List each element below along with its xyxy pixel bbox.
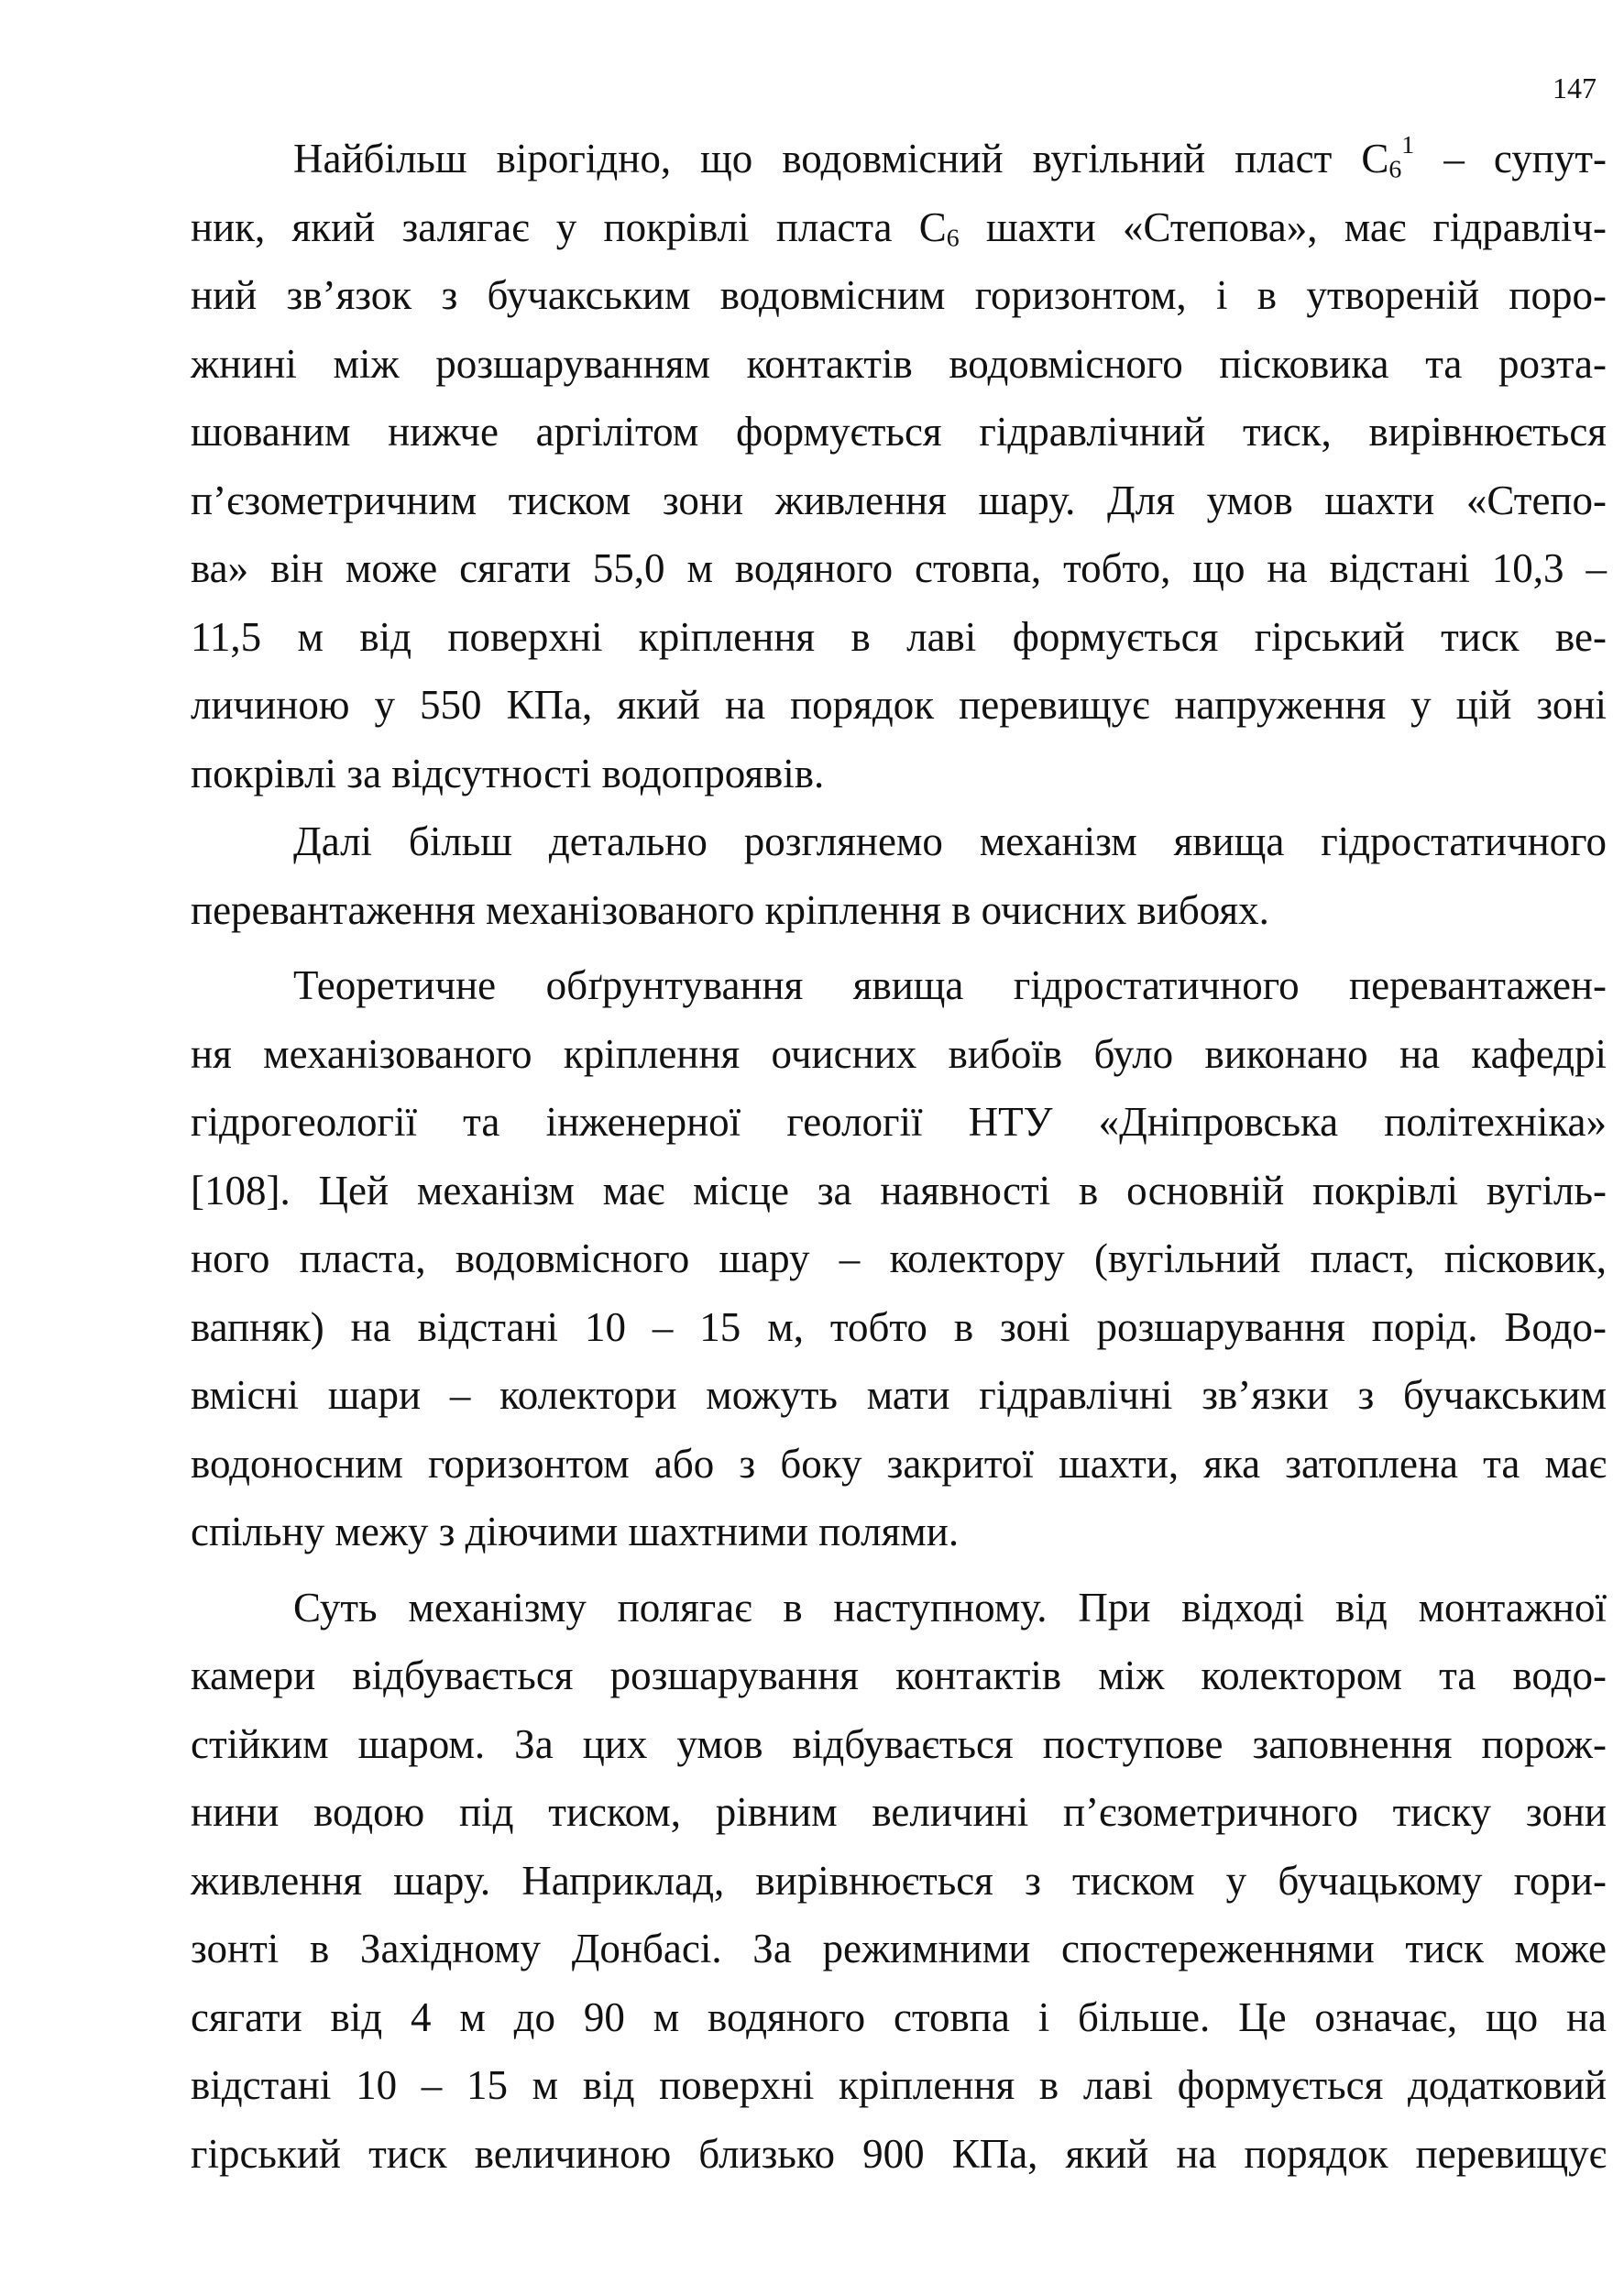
text-line: живлення шару. Наприклад, вирівнюється з тиском у бучацькому гори- — [191, 1857, 1607, 1904]
text-line: вапняк) на відстані 10 – 15 м, тобто в зоні розшарування порід. Водо- — [191, 1303, 1607, 1350]
text-line: жнині між розшаруванням контактів водовмісного пісковика та розта- — [191, 340, 1607, 387]
text-line — [191, 193, 1607, 262]
text-line: [108]. Цей механізм має місце за наявності в основній покрівлі вугіль- — [191, 1167, 1607, 1213]
text-line: водоносним горизонтом або з боку закритої шахти, яка затоплена та має — [191, 1440, 1607, 1487]
text-line: вмісні шари – колектори можуть мати гідравлічні зв’язки з бучакським — [191, 1372, 1607, 1418]
text-line — [191, 125, 1607, 193]
text-line: стійким шаром. За цих умов відбувається поступове заповнення порож- — [191, 1720, 1607, 1767]
text-line: Суть механізму полягає в наступному. При відході від монтажної — [293, 1584, 1607, 1631]
text-segment: – супут- — [1414, 136, 1607, 181]
text-line: шованим нижче аргілітом формується гідравлічний тиск, вирівнюється — [191, 409, 1607, 455]
body-text — [191, 125, 1607, 2188]
text-line: відстані 10 – 15 м від поверхні кріплення в лаві формується додатковий — [191, 2062, 1607, 2108]
paragraph-2 — [191, 807, 1607, 944]
paragraph-1 — [191, 125, 1607, 807]
page-number: 147 — [1553, 71, 1597, 104]
paragraph-4 — [191, 1574, 1607, 2189]
text-line: личиною у 550 КПа, який на порядок перевищує напруження у цій зоні — [191, 682, 1607, 728]
text-line: ня механізованого кріплення очисних вибоїв було виконано на кафедрі — [191, 1030, 1607, 1077]
text-line: зонті в Західному Донбасі. За режимними спостереженнями тиск може — [191, 1926, 1607, 1971]
text-line: ва» він може сягати 55,0 м водяного стовпа, тобто, що на відстані 10,3 – — [191, 545, 1607, 591]
text-line: ний зв’язок з бучакським водовмісним горизонтом, і в утвореній поро- — [191, 272, 1607, 318]
text-segment: ник, який залягає у покрівлі пласта С — [191, 203, 947, 250]
text-line: гірський тиск величиною близько 900 КПа, який на порядок перевищує — [191, 2130, 1607, 2177]
text-line: камери відбувається розшарування контактів між колектором та водо- — [191, 1653, 1607, 1698]
superscript: 1 — [1401, 131, 1415, 160]
text-line: п’єзометричним тиском зони живлення шару. Для умов шахти «Степо- — [191, 477, 1607, 523]
text-line: спільну межу з діючими шахтними полями. — [191, 1509, 960, 1554]
text-line: сягати від 4 м до 90 м водяного стовпа і більше. Це означає, що на — [191, 1993, 1607, 2040]
text-line: ного пласта, водовмісного шару – колектору (вугільний пласт, пісковик, — [191, 1235, 1607, 1281]
text-line: покрівлі за відсутності водопроявів. — [191, 750, 825, 796]
text-segment: шахти «Степова», має гідравліч- — [959, 203, 1607, 250]
text-line: Далі більш детально розглянемо механізм явища гідростатичного — [293, 818, 1607, 864]
text-line: Теоретичне обґрунтування явища гідростатичного перевантажен- — [293, 962, 1607, 1008]
text-line: перевантаження механізованого кріплення в очисних вибоях. — [191, 886, 1269, 933]
text-line: нини водою під тиском, рівним величині п’єзометричного тиску зони — [191, 1789, 1607, 1835]
text-line: гідрогеології та інженерної геології НТУ «Дніпровська політехніка» — [191, 1099, 1607, 1145]
paragraph-3 — [191, 951, 1607, 1566]
subscript: 6 — [946, 224, 960, 253]
text-segment: Найбільш вірогідно, що водовмісний вугільний пласт С — [293, 136, 1389, 181]
subscript: 6 — [1388, 155, 1402, 184]
text-line: 11,5 м від поверхні кріплення в лаві формується гірський тиск ве- — [191, 613, 1607, 660]
